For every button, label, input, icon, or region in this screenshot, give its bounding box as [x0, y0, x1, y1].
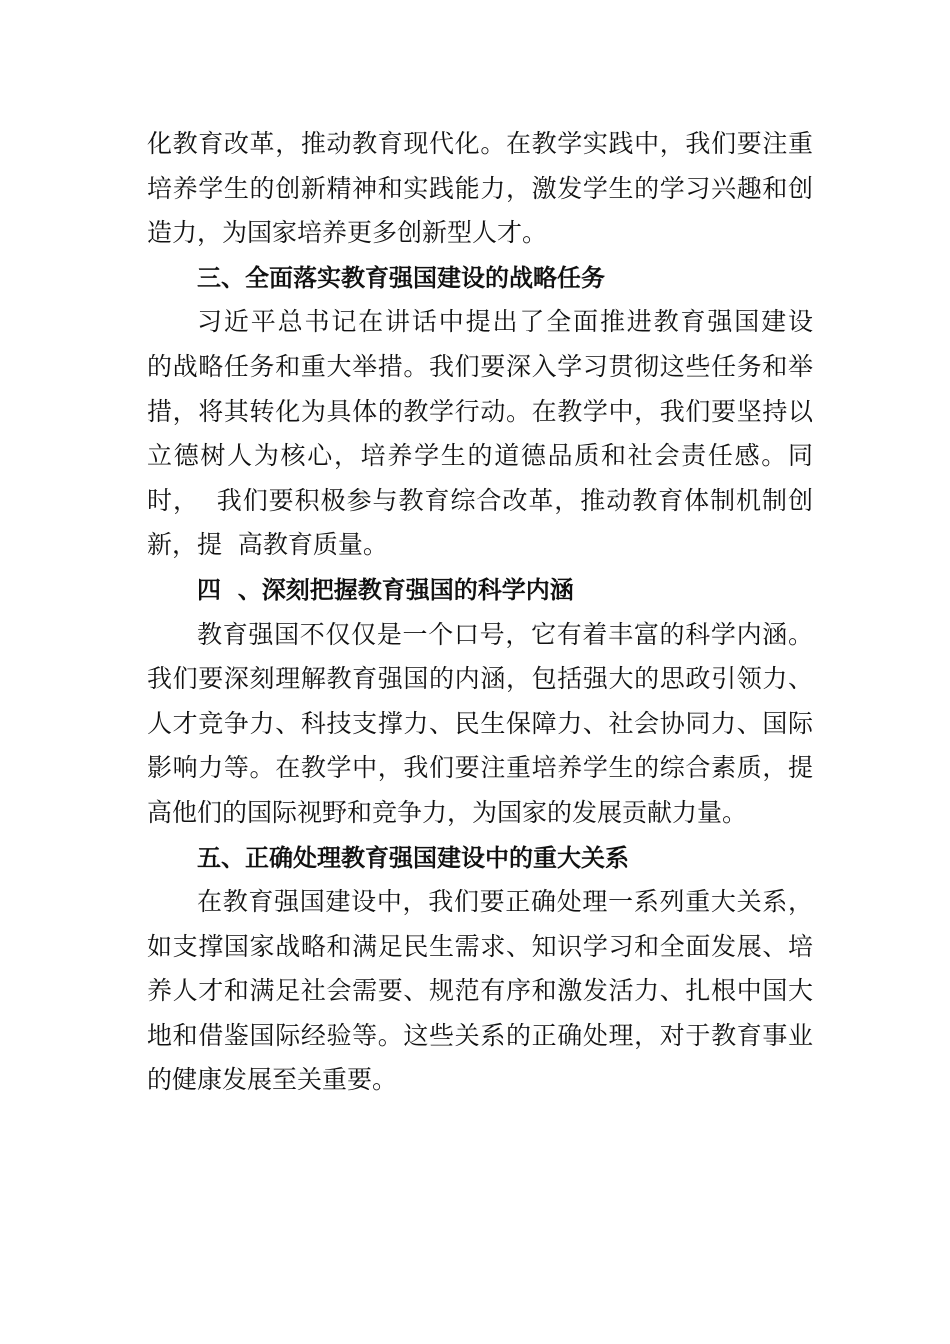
text-line: 时， 我们要积极参与教育综合改革，推动教育体制机制创: [147, 485, 813, 515]
section-heading: 四 、深刻把握教育强国的科学内涵: [197, 575, 574, 604]
paragraph-continued: [147, 122, 813, 256]
section-heading: 五、正确处理教育强国建设中的重大关系: [197, 843, 629, 872]
text-line: 化教育改革，推动教育现代化。在教学实践中，我们要注重: [147, 129, 813, 158]
text-line: 养人才和满足社会需要、规范有序和激发活力、扎根中国大: [147, 976, 813, 1006]
text-line: 人才竞争力、科技支撑力、民生保障力、社会协同力、国际: [147, 708, 813, 738]
section-heading: 三、全面落实教育强国建设的战略任务: [197, 263, 605, 292]
section-4: [147, 568, 813, 836]
text-line: 造力，为国家培养更多创新型人才。: [147, 218, 548, 248]
text-line: 的健康发展至关重要。: [147, 1065, 398, 1095]
text-line: 措，将其转化为具体的教学行动。在教学中，我们要坚持以: [147, 396, 813, 426]
text-line: 立德树人为核心，培养学生的道德品质和社会责任感。同: [147, 441, 813, 471]
text-line: 新，提 高教育质量。: [147, 530, 388, 560]
text-line: 高他们的国际视野和竞争力，为国家的发展贡献力量。: [147, 797, 748, 827]
document-page: [147, 122, 813, 1103]
section-5: [147, 836, 813, 1104]
text-line: 习近平总书记在讲话中提出了全面推进教育强国建设: [197, 307, 813, 337]
text-line: 影响力等。在教学中，我们要注重培养学生的综合素质，提: [147, 753, 813, 783]
text-line: 在教育强国建设中，我们要正确处理一系列重大关系，: [197, 887, 813, 917]
text-line: 地和借鉴国际经验等。这些关系的正确处理，对于教育事业: [147, 1020, 813, 1050]
text-line: 的战略任务和重大举措。我们要深入学习贯彻这些任务和举: [147, 351, 813, 381]
text-line: 我们要深刻理解教育强国的内涵，包括强大的思政引领力、: [147, 664, 813, 694]
text-line: 教育强国不仅仅是一个口号，它有着丰富的科学内涵。: [197, 619, 813, 649]
text-line: 如支撑国家战略和满足民生需求、知识学习和全面发展、培: [147, 931, 813, 961]
text-line: 培养学生的创新精神和实践能力，激发学生的学习兴趣和创: [147, 173, 813, 203]
section-3: [147, 256, 813, 568]
